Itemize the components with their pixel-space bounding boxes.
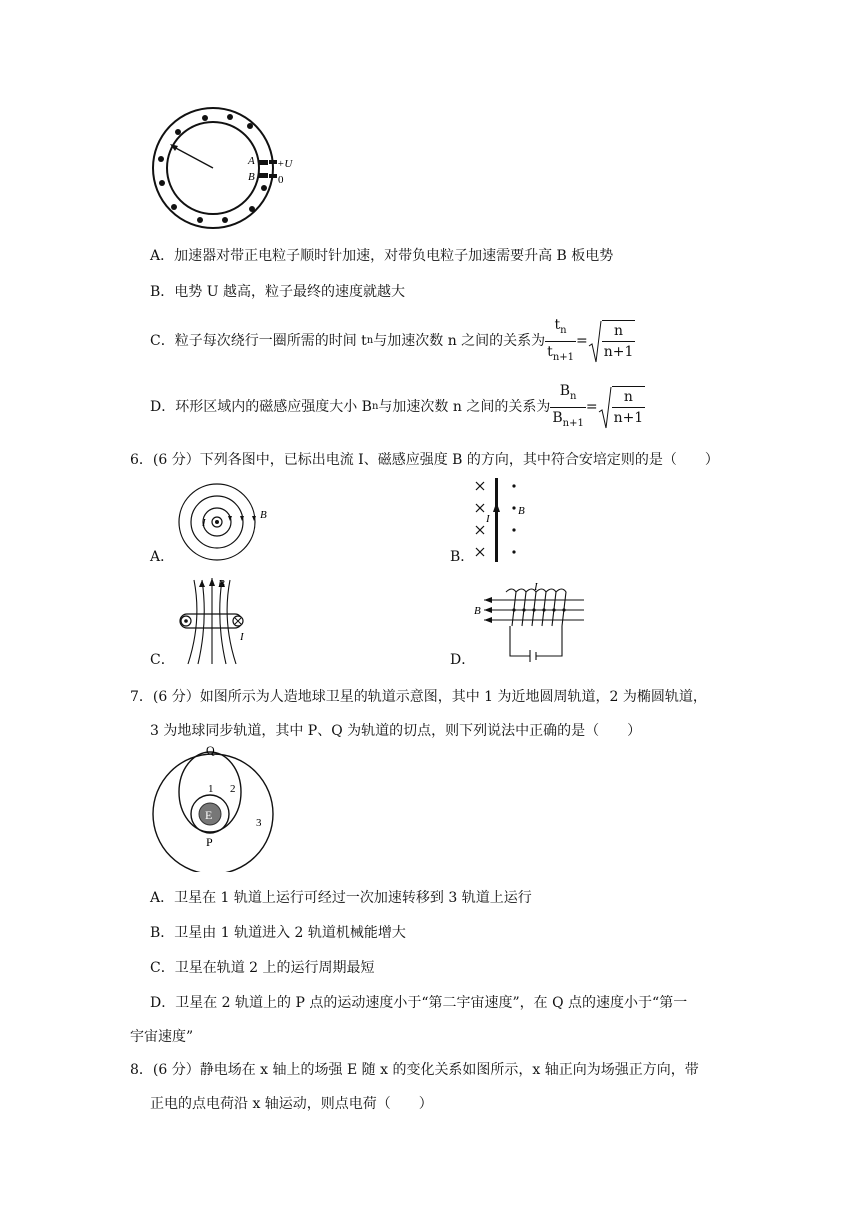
q5-option-c-text: C．粒子每次绕行一圈所需的时间 t	[150, 333, 367, 349]
q6-stem: 6．(6 分）下列各图中，已标出电流 I、磁感应强度 B 的方向，其中符合安培定则的是（ ）	[130, 452, 719, 468]
orbit-1-label: 1	[208, 783, 214, 795]
point-q-label: Q	[206, 743, 215, 757]
orbit-3-label: 3	[256, 817, 262, 829]
q6d-field-label: B	[474, 605, 481, 617]
plate-b-label: B	[248, 171, 255, 183]
plate-a-label: A	[248, 155, 255, 167]
q5-option-d-fraction: $\frac{B_n}{B_{n+1}}$	[552, 382, 584, 429]
point-p-label: P	[206, 835, 213, 849]
q5-option-d-text: D．环形区域内的磁感应强度大小 B	[150, 399, 372, 415]
q6-option-b-label: B．	[450, 549, 475, 565]
q5-option-d	[150, 384, 645, 430]
q7-option-d: D．卫星在 2 轨道上的 P 点的运动速度小于“第二宇宙速度”，在 Q 点的速度小于“第一	[150, 995, 688, 1011]
orbit-figure	[150, 742, 280, 872]
q5-option-a: A．加速器对带正电粒子顺时针加速，对带负电粒子加速需要升高 B 板电势	[150, 248, 614, 264]
q5-option-c-eq: =	[576, 333, 588, 349]
q5-option-c-sqrt: $\frac{n}{n+1}$	[588, 320, 636, 362]
q5-option-d-tail: 与加速次数 n 之间的关系为	[378, 399, 551, 415]
accelerator-ring-figure	[150, 104, 300, 234]
q6b-current-label: I	[486, 513, 490, 525]
q5-option-b: B．电势 U 越高，粒子最终的速度就越大	[150, 284, 405, 300]
orbit-2-label: 2	[230, 783, 236, 795]
q6a-current-label: I	[202, 517, 206, 529]
q7-option-c: C．卫星在轨道 2 上的运行周期最短	[150, 960, 375, 976]
q7-stem-line1: 7．(6 分）如图所示为人造地球卫星的轨道示意图，其中 1 为近地圆周轨道，2 为椭圆轨道，	[130, 689, 707, 705]
q6d-current-label: I	[534, 581, 538, 593]
q8-stem-line1: 8．(6 分）静电场在 x 轴上的场强 E 随 x 的变化关系如图所示，x 轴正向为场强正方向，带	[130, 1062, 699, 1078]
q5-option-c-fraction: $\frac{t_n}{t_{n+1}}$	[547, 316, 574, 363]
q6-option-a-label: A．	[150, 549, 175, 565]
q6-option-c-label: C．	[150, 652, 175, 668]
q5-option-d-eq: =	[585, 399, 598, 415]
q6-figure-d	[472, 580, 592, 666]
q7-stem-line2: 3 为地球同步轨道，其中 P、Q 为轨道的切点，则下列说法中正确的是（ ）	[150, 723, 642, 739]
q7-option-b: B．卫星由 1 轨道进入 2 轨道机械能增大	[150, 925, 406, 941]
zero-label: 0	[278, 174, 284, 186]
q6-figure-b	[470, 476, 540, 566]
q5-option-d-sub: n	[371, 401, 379, 412]
q7-option-d-continued: 宇宙速度”	[130, 1029, 194, 1045]
q8-stem-line2: 正电的点电荷沿 x 轴运动，则点电荷（ ）	[150, 1096, 433, 1112]
q5-option-c-tail: 与加速次数 n 之间的关系为	[373, 333, 546, 349]
q5-option-d-sqrt: $\frac{n}{n+1}$	[598, 386, 646, 428]
q6b-field-label: B	[518, 505, 525, 517]
q6c-current-label: I	[240, 631, 244, 643]
q6a-field-label: B	[260, 509, 267, 521]
voltage-label: +U	[277, 158, 293, 170]
q6-figure-a	[172, 480, 272, 570]
q6-figure-c	[172, 576, 262, 666]
q7-option-a: A．卫星在 1 轨道上运行可经过一次加速转移到 3 轨道上运行	[150, 890, 532, 906]
q6-option-d-label: D．	[450, 652, 476, 668]
q6c-field-label: B	[218, 578, 225, 590]
q5-option-c-sub: n	[366, 335, 374, 346]
q5-option-c	[150, 318, 635, 364]
earth-label: E	[205, 808, 213, 822]
